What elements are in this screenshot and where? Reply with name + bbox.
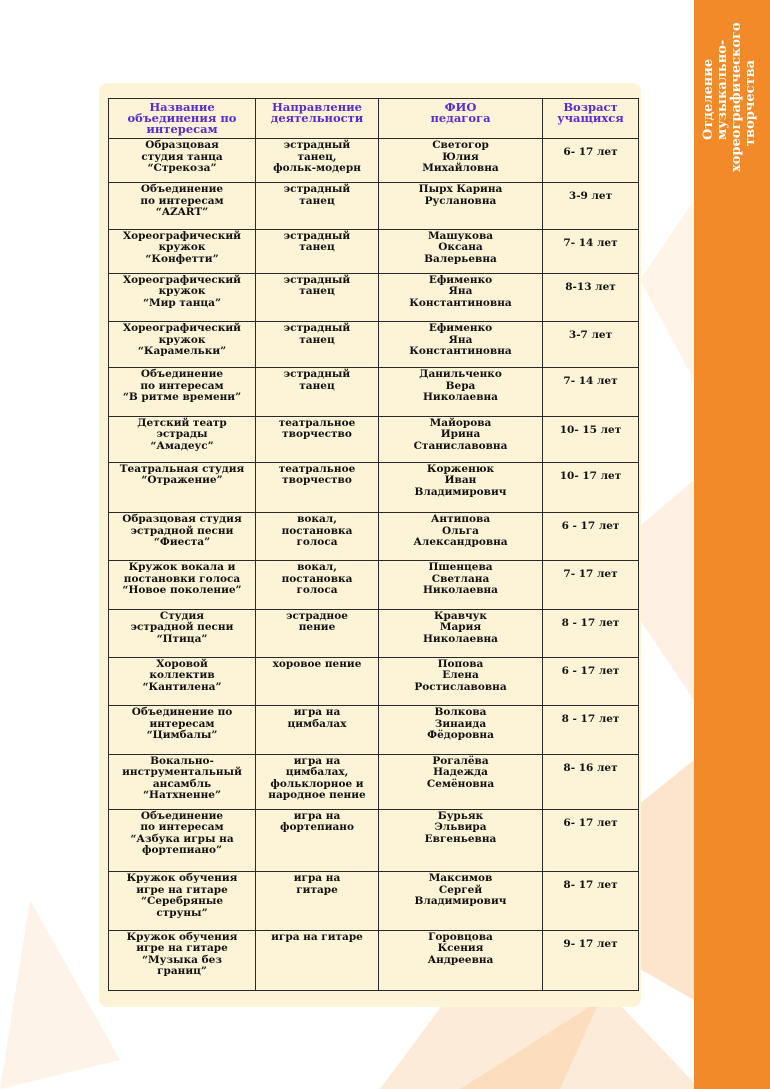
cell-age: 8-13 лет (543, 273, 639, 321)
cell-teacher: Пшенцева Светлана Николаевна (379, 561, 543, 609)
table-row (109, 368, 639, 416)
table-row (109, 139, 639, 183)
cell-teacher: Ефименко Яна Константиновна (379, 322, 543, 368)
cell-name: Театральная студия “Отражение” (109, 462, 256, 512)
cell-teacher: Горовцова Ксения Андреевна (379, 930, 543, 990)
cell-name: Детский театр эстрады “Амадеус” (109, 416, 256, 462)
cell-teacher: Рогалёва Надежда Семёновна (379, 754, 543, 809)
cell-name: Кружок обучения игре на гитаре “Музыка без границ” (109, 930, 256, 990)
cell-age: 3-7 лет (543, 322, 639, 368)
header-age: Возраст учащихся (543, 99, 639, 139)
table-row (109, 930, 639, 990)
section-title-vertical (694, 0, 770, 172)
table-row (109, 561, 639, 609)
table-row (109, 609, 639, 657)
cell-teacher: Попова Елена Ростиславовна (379, 657, 543, 705)
cell-direction: эстрадный танец (256, 229, 379, 273)
cell-name: Хоровой коллектив “Кантилена” (109, 657, 256, 705)
cell-teacher: Волкова Зинаида Фёдоровна (379, 706, 543, 754)
cell-age: 7- 14 лет (543, 368, 639, 416)
cell-teacher: Данильченко Вера Николаевна (379, 368, 543, 416)
cell-name: Студия эстрадной песни “Птица” (109, 609, 256, 657)
cell-age: 8- 16 лет (543, 754, 639, 809)
table-row (109, 754, 639, 809)
cell-direction: эстрадный танец (256, 273, 379, 321)
table-header-row (109, 99, 639, 139)
cell-direction: игра на гитаре (256, 872, 379, 930)
table-row (109, 416, 639, 462)
cell-name: Кружок обучения игре на гитаре “Серебряные струны” (109, 872, 256, 930)
header-teacher: ФИО педагога (379, 99, 543, 139)
table-row (109, 229, 639, 273)
cell-age: 10- 17 лет (543, 462, 639, 512)
cell-age: 6 - 17 лет (543, 513, 639, 561)
cell-teacher: Пырх Карина Руслановна (379, 183, 543, 229)
cell-teacher: Максимов Сергей Владимирович (379, 872, 543, 930)
section-title-line-1: Отделение (701, 58, 716, 140)
cell-teacher: Бурьяк Эльвира Евгеньевна (379, 809, 543, 871)
cell-direction: игра на цимбалах, фольклорное и народное пение (256, 754, 379, 809)
table-row (109, 183, 639, 229)
header-name: Название объединения по интересам (109, 99, 256, 139)
table-row (109, 872, 639, 930)
cell-teacher: Корженюк Иван Владимирович (379, 462, 543, 512)
cell-name: Объединение по интересам “Азбука игры на фортепиано” (109, 809, 256, 871)
cell-direction: эстрадный танец (256, 183, 379, 229)
cell-name: Образцовая студия танца “Стрекоза” (109, 139, 256, 183)
table-row (109, 809, 639, 871)
table-row (109, 513, 639, 561)
section-title-line-3: хореографического (729, 22, 744, 172)
cell-direction: игра на фортепиано (256, 809, 379, 871)
table-row (109, 706, 639, 754)
cell-age: 10- 15 лет (543, 416, 639, 462)
section-title-line-4: творчества (743, 59, 758, 146)
cell-age: 7- 14 лет (543, 229, 639, 273)
cell-direction: театральное творчество (256, 416, 379, 462)
cell-name: Кружок вокала и постановки голоса “Новое поколение” (109, 561, 256, 609)
header-direction: Направление деятельности (256, 99, 379, 139)
cell-direction: театральное творчество (256, 462, 379, 512)
cell-teacher: Антипова Ольга Александровна (379, 513, 543, 561)
cell-teacher: Кравчук Мария Николаевна (379, 609, 543, 657)
cell-direction: игра на цимбалах (256, 706, 379, 754)
cell-teacher: Ефименко Яна Константиновна (379, 273, 543, 321)
table-row (109, 462, 639, 512)
cell-name: Объединение по интересам “Цимбалы” (109, 706, 256, 754)
table-row (109, 322, 639, 368)
cell-direction: эстрадный танец, фольк-модерн (256, 139, 379, 183)
cell-direction: эстрадное пение (256, 609, 379, 657)
cell-direction: эстрадный танец (256, 322, 379, 368)
cell-age: 8 - 17 лет (543, 706, 639, 754)
cell-direction: игра на гитаре (256, 930, 379, 990)
cell-age: 8- 17 лет (543, 872, 639, 930)
cell-teacher: Светогор Юлия Михайловна (379, 139, 543, 183)
cell-age: 6- 17 лет (543, 809, 639, 871)
cell-age: 8 - 17 лет (543, 609, 639, 657)
cell-name: Объединение по интересам “AZART” (109, 183, 256, 229)
cell-age: 6- 17 лет (543, 139, 639, 183)
cell-name: Хореографический кружок “Карамельки” (109, 322, 256, 368)
table-row (109, 657, 639, 705)
cell-age: 7- 17 лет (543, 561, 639, 609)
cell-age: 3-9 лет (543, 183, 639, 229)
cell-name: Хореографический кружок “Конфетти” (109, 229, 256, 273)
cell-direction: вокал, постановка голоса (256, 513, 379, 561)
cell-name: Объединение по интересам “В ритме времени” (109, 368, 256, 416)
cell-age: 9- 17 лет (543, 930, 639, 990)
table-row (109, 273, 639, 321)
cell-direction: хоровое пение (256, 657, 379, 705)
cell-age: 6 - 17 лет (543, 657, 639, 705)
cell-direction: эстрадный танец (256, 368, 379, 416)
associations-table (108, 98, 639, 991)
cell-name: Образцовая студия эстрадной песни “Фиеста” (109, 513, 256, 561)
cell-name: Вокально- инструментальный ансамбль “Натхненне” (109, 754, 256, 809)
cell-teacher: Машукова Оксана Валерьевна (379, 229, 543, 273)
cell-teacher: Майорова Ирина Станиславовна (379, 416, 543, 462)
cell-name: Хореографический кружок “Мир танца” (109, 273, 256, 321)
section-title-line-2: музыкально- (715, 39, 730, 140)
cell-direction: вокал, постановка голоса (256, 561, 379, 609)
